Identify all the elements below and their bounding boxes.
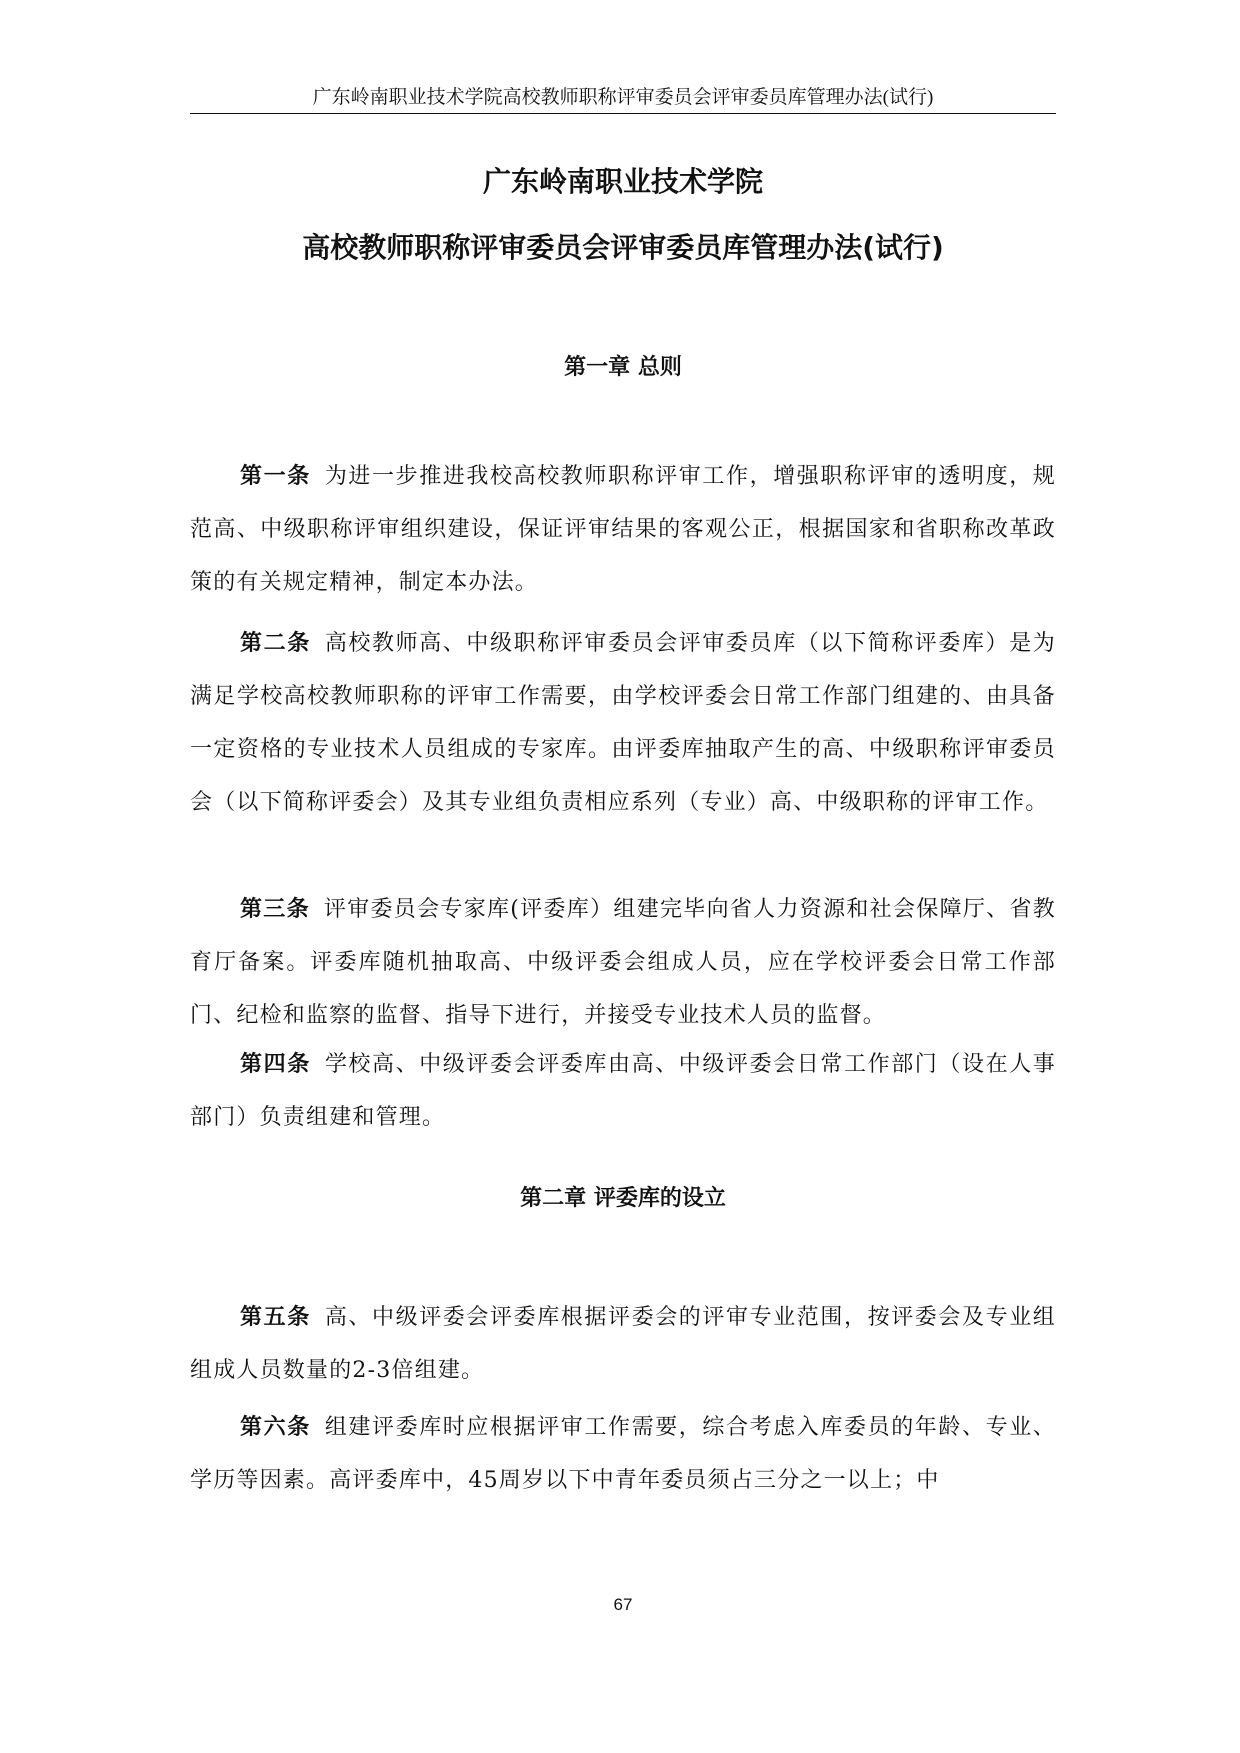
article-3 bbox=[190, 883, 1056, 1042]
article-number: 第三条 bbox=[240, 897, 310, 922]
article-number: 第四条 bbox=[240, 1052, 311, 1077]
chapter-heading-1: 第一章 总则 bbox=[564, 355, 682, 380]
article-6 bbox=[190, 1401, 1056, 1507]
running-header: 广东岭南职业技术学院高校教师职称评审委员会评审委员库管理办法(试行) bbox=[312, 87, 934, 108]
article-text: 高校教师高、中级职称评审委员会评审委员库（以下简称评委库）是为满足学校高校教师职称的评审工作需要，由学校评委会日常工作部门组建的、由具备一定资格的专业技术人员组成的专家库。由评委库抽取产生的高、中级职称评审委员会（以下简称评委会）及其专业组负责相应系列（专业）高、中级职称的评审工作。 bbox=[190, 631, 1057, 815]
article-text: 高、中级评委会评委库根据评委会的评审专业范围，按评委会及专业组组成人员数量的2-3倍组建。 bbox=[190, 1305, 1057, 1383]
article-number: 第五条 bbox=[240, 1305, 311, 1330]
article-5 bbox=[190, 1291, 1056, 1397]
article-number: 第二条 bbox=[240, 631, 311, 656]
article-number: 第六条 bbox=[240, 1415, 311, 1440]
chapter-heading-2: 第二章 评委库的设立 bbox=[520, 1186, 726, 1211]
article-2 bbox=[190, 617, 1056, 829]
document-title-line-2: 高校教师职称评审委员会评审委员库管理办法(试行) bbox=[302, 231, 944, 264]
article-text: 组建评委库时应根据评审工作需要，综合考虑入库委员的年龄、专业、学历等因素。高评委库中，45周岁以下中青年委员须占三分之一以上；中 bbox=[190, 1415, 1057, 1493]
article-number: 第一条 bbox=[240, 464, 311, 489]
article-text: 学校高、中级评委会评委库由高、中级评委会日常工作部门（设在人事部门）负责组建和管理。 bbox=[190, 1052, 1057, 1130]
page-number: 67 bbox=[613, 1595, 633, 1614]
article-text: 为进一步推进我校高校教师职称评审工作，增强职称评审的透明度，规范高、中级职称评审组织建设，保证评审结果的客观公正，根据国家和省职称改革政策的有关规定精神，制定本办法。 bbox=[190, 464, 1057, 595]
article-text: 评审委员会专家库(评委库）组建完毕向省人力资源和社会保障厅、省教育厅备案。评委库随机抽取高、中级评委会组成人员，应在学校评委会日常工作部门、纪检和监察的监督、指导下进行，并接受专业技术人员的监督。 bbox=[190, 897, 1056, 1028]
article-4 bbox=[190, 1038, 1056, 1144]
article-1 bbox=[190, 450, 1056, 609]
header-rule bbox=[190, 113, 1056, 114]
document-title-line-1: 广东岭南职业技术学院 bbox=[482, 165, 763, 198]
